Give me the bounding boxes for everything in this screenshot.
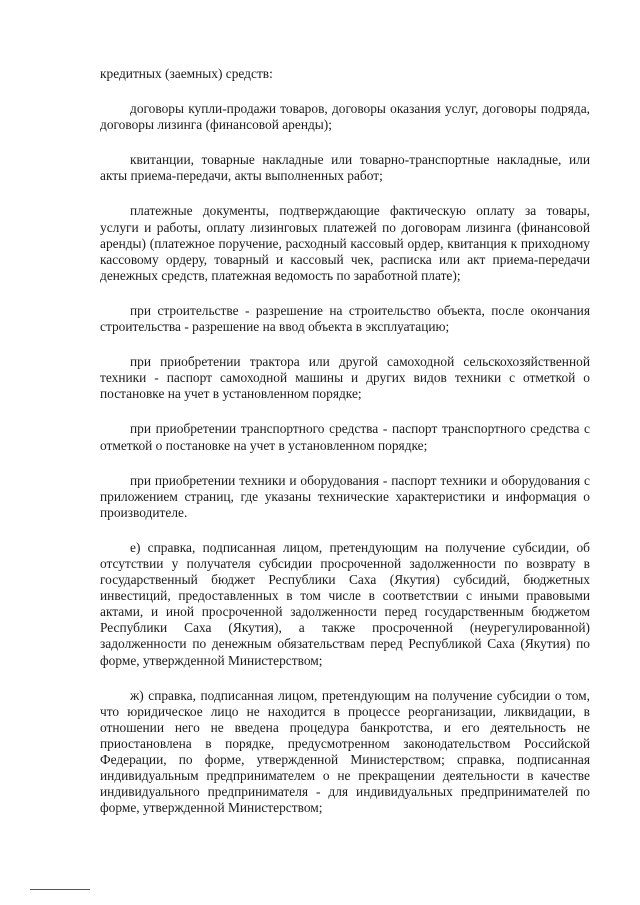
footer-divider bbox=[30, 889, 90, 890]
paragraph-credit-funds: кредитных (заемных) средств: bbox=[100, 66, 273, 81]
paragraph-item-e: е) справка, подписанная лицом, претендующим на получение субсидии, об отсутствии у получателя субсидии просроченной задолженности по возврату в государственный бюджет Республики Саха (Якутия) субсидий, бюджетных инвестиций, предоставленных в том числе в соответствии с иными правовыми актами, и иной просроченной задолженности перед государственным бюджетом Республики Саха (Якутия), а также просроченной (неурегулированной) задолженности по денежным обязательствам перед Республикой Саха (Якутия) по форме, утвержденной Министерством; bbox=[100, 539, 590, 668]
document-body bbox=[100, 66, 590, 835]
paragraph-construction: при строительстве - разрешение на строительство объекта, после окончания строительства - разрешение на ввод объекта в эксплуатацию; bbox=[100, 302, 590, 335]
paragraph-vehicle: при приобретении транспортного средства - паспорт транспортного средства с отметкой о постановке на учет в установленном порядке; bbox=[100, 421, 590, 453]
paragraph-tractor: при приобретении трактора или другой самоходной сельскохозяйственной техники - паспорт самоходной машины и других видов техники с отметкой о постановке на учет в установленном порядке; bbox=[100, 354, 590, 402]
paragraph-equipment: при приобретении техники и оборудования - паспорт техники и оборудования с приложением страниц, где указаны технические характеристики и информация о производителе. bbox=[100, 472, 590, 520]
paragraph-item-zh: ж) справка, подписанная лицом, претендующим на получение субсидии о том, что юридическое лицо не находится в процессе реорганизации, ликвидации, в отношении него не введена процедура банкротства, и его деятельность не приостановлена в порядке, предусмотренном законодательством Российской Федерации, по форме, утвержденной Министерством; справка, подписанная индивидуальным предпринимателем о не прекращении деятельности в качестве индивидуального предпринимателя - для индивидуальных предпринимателей по форме, утвержденной Министерством; bbox=[100, 687, 590, 816]
paragraph-contracts: договоры купли-продажи товаров, договоры оказания услуг, договоры подряда, договоры лизинга (финансовой аренды); bbox=[100, 101, 590, 133]
paragraph-payment-documents: платежные документы, подтверждающие фактическую оплату за товары, услуги и работы, оплату лизинговых платежей по договорам лизинга (финансовой аренды) (платежное поручение, расходный кассовый ордер, квитанция к приходному кассовому ордеру, товарный и кассовый чек, расписка или акт приема-передачи денежных средств, платежная ведомость по заработной плате); bbox=[100, 203, 590, 283]
paragraph-receipts: квитанции, товарные накладные или товарно-транспортные накладные, или акты приема-передачи, акты выполненных работ; bbox=[100, 152, 590, 184]
